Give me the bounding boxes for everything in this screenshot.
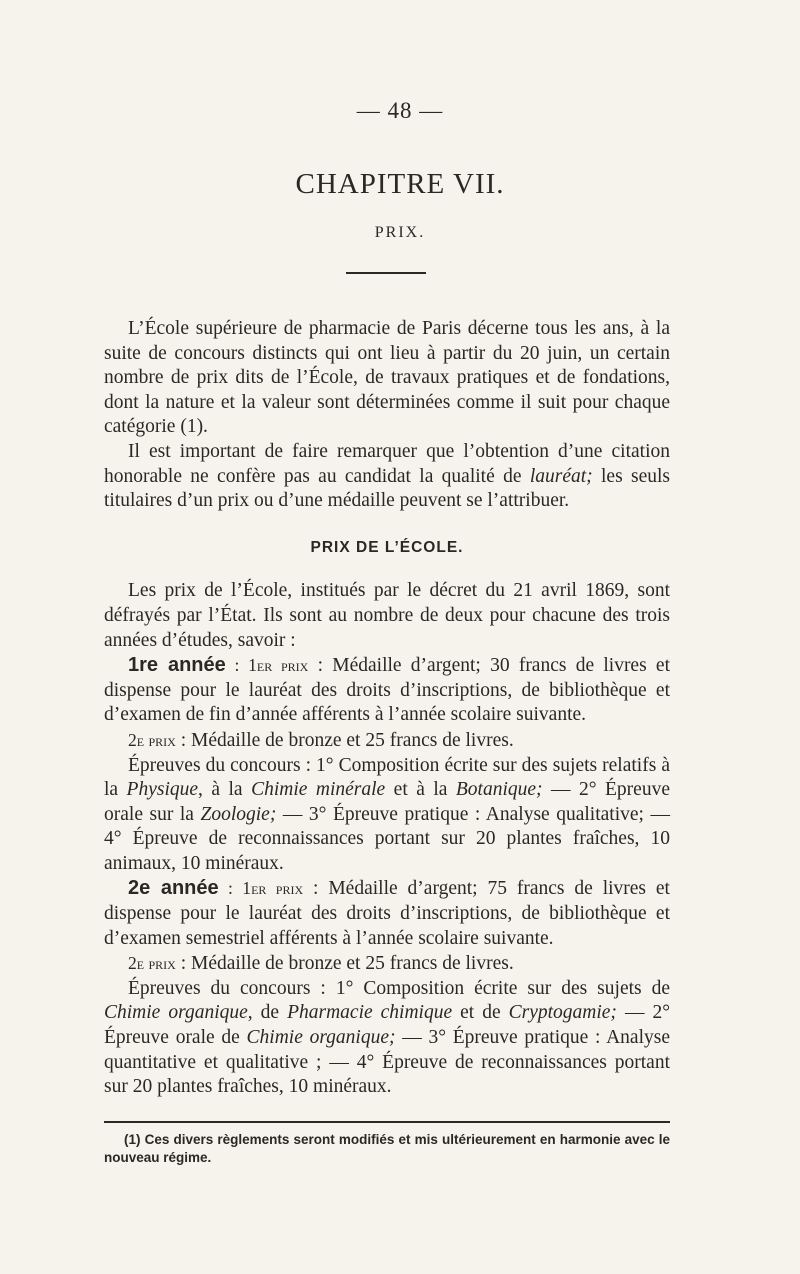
year2-second-prize-text: : Médaille de bronze et 25 francs de livres. (175, 953, 514, 975)
footnote-text: (1) Ces divers règlements seront modifiés et mis ultérieurement en harmonie avec le nouveau régime. (104, 1132, 670, 1165)
footnote (104, 1131, 670, 1167)
year1-second-prize-text: : Médaille de bronze et 25 francs de livres. (175, 729, 514, 751)
italic-term: Chimie organique (104, 1002, 248, 1024)
text-segment: — 2° Épreuve orale sur la (104, 779, 670, 825)
italic-term: Physique (126, 779, 199, 801)
laureate-text-b: les seuls titulaires d’un prix ou d’une médaille peuvent se l’attribuer. (104, 465, 670, 512)
italic-term: Pharmacie chimique (287, 1002, 453, 1024)
section-intro: Les prix de l’École, institués par le décret du 21 avril 1869, sont défrayés par l’État. Ils sont au nombre de deux pour chacune des trois années d’études, savoir : (104, 580, 670, 651)
year1-first-prize (104, 653, 670, 728)
text-segment: — 3° Épreuve pratique : Analyse qualitative; — 4° Épreuve de reconnaissances portant sur 20 plantes fraîches, 10 animaux, 10 minéraux. (104, 803, 670, 874)
italic-term: Chimie minérale (251, 779, 386, 801)
laureate-paragraph (104, 440, 670, 514)
year1-first-prize-label: : 1er prix (225, 655, 309, 676)
text-segment: et à la (385, 779, 456, 801)
italic-term: Botanique; (455, 779, 543, 801)
year1-second-prize (104, 728, 670, 754)
text-segment: Épreuves du concours : 1° Composition écrite sur des sujets relatifs à la (104, 754, 670, 801)
italic-term: Zoologie; (200, 803, 277, 825)
body-text (104, 317, 670, 1100)
title-divider (346, 272, 426, 274)
year2-first-prize-text: : Médaille d’argent; 75 francs de livres et dispense pour le lauréat des droits d’inscriptions, de bibliothèque et d’examen semestriel afférents à l’année scolaire suivante. (104, 878, 670, 949)
year1-first-prize-text: : Médaille d’argent; 30 francs de livres et dispense pour le lauréat des droits d’inscriptions, de bibliothèque et d’examen de fin d’année afférents à l’année scolaire suivante. (104, 655, 670, 726)
year2-label: 2e année (128, 877, 219, 900)
text-segment: , à la (198, 779, 252, 801)
laureate-term: lauréat; (529, 465, 593, 487)
year2-second-prize-label: 2e prix (128, 953, 176, 974)
year2-exams (104, 977, 670, 1100)
chapter-subtitle: PRIX. (374, 224, 426, 241)
intro-paragraph: L’École supérieure de pharmacie de Paris décerne tous les ans, à la suite de concours distincts qui ont lieu à partir du 20 juin, un certain nombre de prix dits de l’École, de travaux pratiques et de fondations, dont la nature et la valeur sont déterminées comme il suit pour chaque catégorie (1). (104, 318, 670, 438)
year1-second-prize-label: 2e prix (128, 729, 176, 750)
page-number: — 48 — (356, 98, 444, 123)
footnote-divider (104, 1121, 670, 1123)
year2-first-prize (104, 876, 670, 951)
text-segment: — 3° Épreuve pratique : Analyse quantitative et qualitative ; — 4° Épreuve de reconnaissances portant sur 20 plantes fraîches, 10 minéraux. (104, 1027, 670, 1098)
year1-label: 1re année (128, 654, 226, 677)
text-segment: — 2° Épreuve orale de (104, 1002, 670, 1049)
year2-first-prize-label: : 1er prix (218, 878, 304, 899)
year1-exams (104, 754, 670, 877)
section-heading: PRIX DE L’ÉCOLE. (310, 538, 464, 556)
chapter-title: CHAPITRE VII. (295, 168, 505, 200)
text-segment: Épreuves du concours : 1° Composition écrite sur des sujets de (128, 977, 670, 999)
year2-second-prize (104, 951, 670, 977)
italic-term: Chimie organique; (246, 1027, 396, 1049)
text-segment: , de (247, 1002, 288, 1024)
laureate-text-a: Il est important de faire remarquer que l’obtention d’une citation honorable ne confère pas au candidat la qualité de (104, 440, 670, 487)
italic-term: Cryptogamie; (508, 1002, 617, 1024)
text-segment: et de (452, 1002, 509, 1024)
